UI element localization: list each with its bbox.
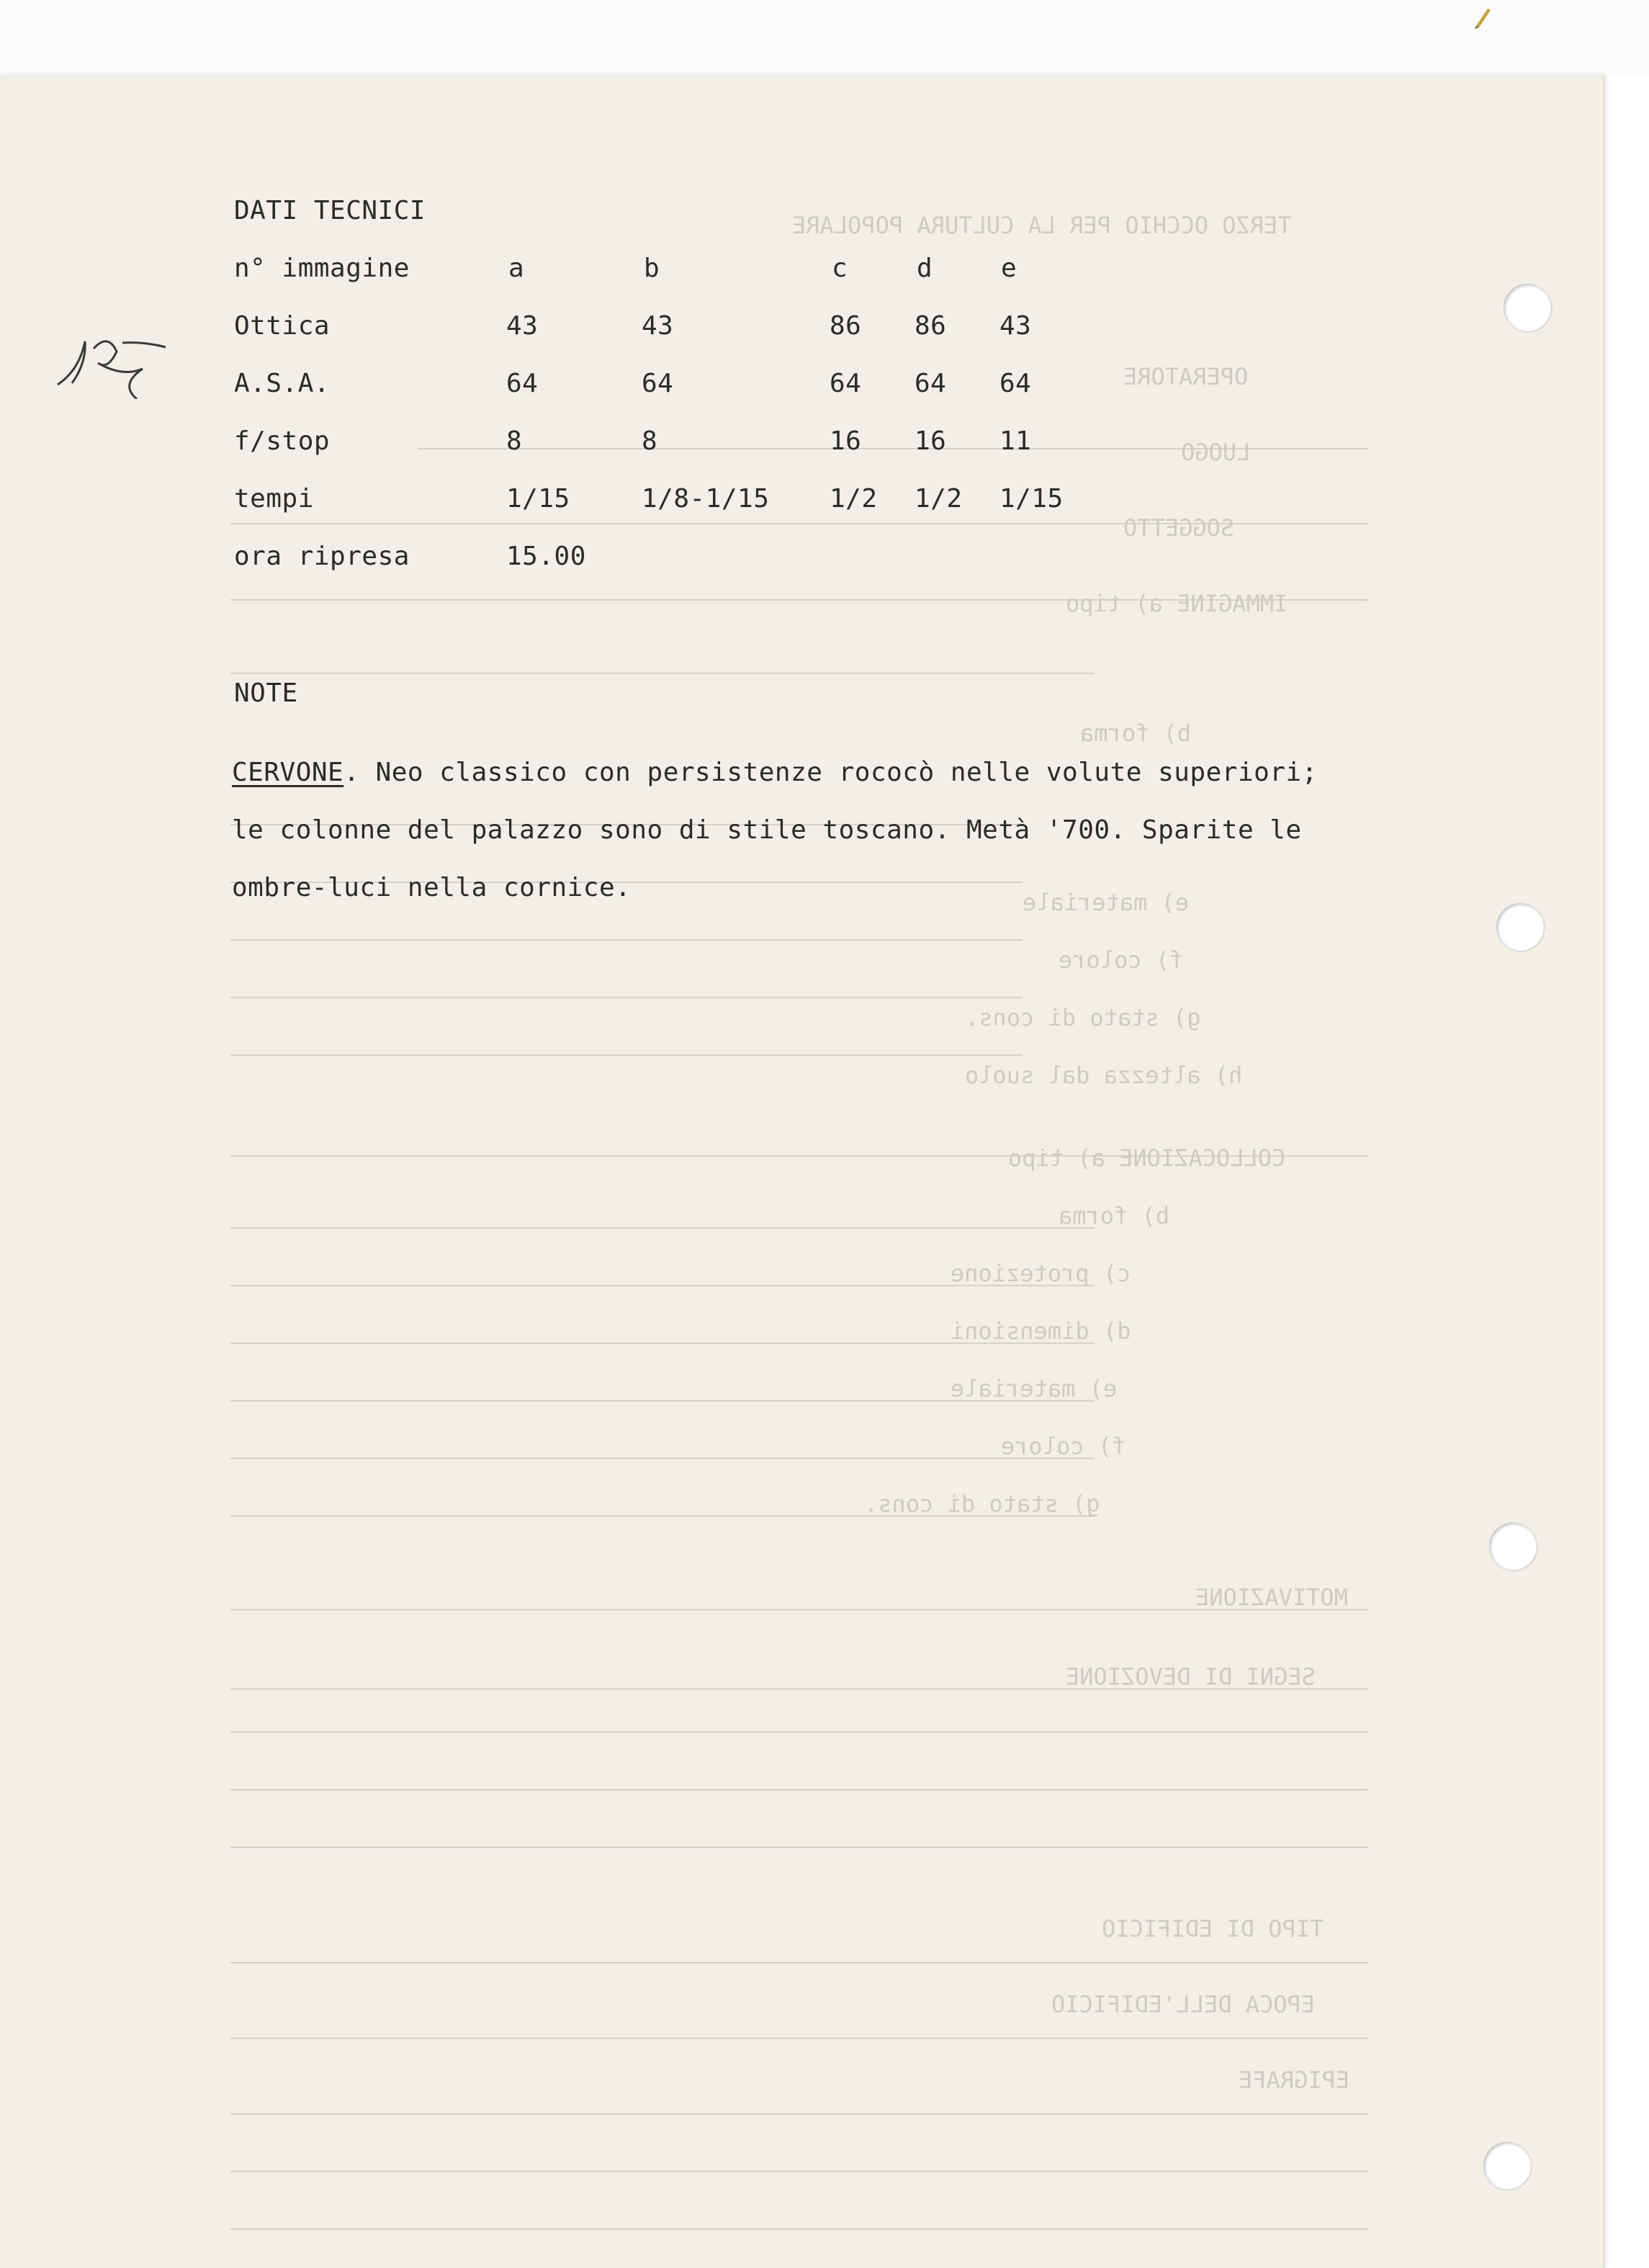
- cell: 43: [506, 311, 539, 341]
- column-header-e: e: [1001, 254, 1017, 283]
- cell: 16: [915, 426, 947, 456]
- note-line-1: [232, 758, 1318, 787]
- cell: 1/2: [830, 484, 878, 514]
- cell: 11: [999, 426, 1032, 456]
- column-header-d: d: [917, 254, 933, 283]
- punch-hole-3: [1489, 1523, 1537, 1570]
- scan-background: [0, 0, 1649, 75]
- cell: 64: [506, 369, 539, 398]
- cell: 1/2: [915, 484, 963, 514]
- cell: 1/15: [999, 484, 1064, 514]
- row-label-ottica: Ottica: [234, 311, 331, 341]
- note-line-1-text: . Neo classico con persistenze rococò nelle volute superiori;: [343, 758, 1318, 787]
- note-line-3: ombre-luci nella cornice.: [232, 873, 632, 902]
- cell: 8: [642, 426, 658, 456]
- handwritten-sheet-number: [50, 327, 173, 399]
- cell: 64: [999, 369, 1032, 398]
- cell: 64: [642, 369, 674, 398]
- row-label-ora-ripresa: ora ripresa: [234, 542, 410, 571]
- cell: 86: [830, 311, 862, 341]
- cell: 16: [830, 426, 862, 456]
- row-label-fstop: f/stop: [234, 426, 331, 456]
- cell: 86: [915, 311, 947, 341]
- cell: 1/8-1/15: [642, 484, 770, 514]
- cell: 64: [830, 369, 862, 398]
- row-label-asa: A.S.A.: [234, 369, 331, 398]
- section-heading-notes: NOTE: [234, 678, 298, 708]
- row-label-tempi: tempi: [234, 484, 314, 514]
- cell: 43: [999, 311, 1032, 341]
- cell: 1/15: [506, 484, 570, 514]
- section-heading-technical-data: DATI TECNICI: [234, 196, 426, 225]
- pencil-mark-icon: [1473, 4, 1492, 29]
- column-header-b: b: [644, 254, 660, 283]
- cell: 64: [915, 369, 947, 398]
- cell: 8: [506, 426, 523, 456]
- punch-hole-4: [1483, 2142, 1531, 2189]
- document-page: TERZO OCCHIO PER LA CULTURA POPOLARE OPERATORE LUOGO SOGGETTO IMMAGINE a) tipo b) forma e) materiale f) colore g) stato di cons. h) altezza dal suolo COLLOCAZIONE a) tipo b) forma c) protezione d) dimensioni e) materiale f) colore g) stato di cons. MOTIVAZIONE SEGNI DI DEVOZIONE TIPO DI EDIFICIO EPOCA DELL'EDIFICIO EPIGRAFE DATI TECNICI n° immagine a b c d e Ottica 43 43 86 86 43 A.S.A. 64 64 64 64 64 f/stop 8 8 16 16 11 tempi 1/15 1/8-1/15 1/2 1/2 1/15 ora ripresa 15.00 NOTE CERVONE. Neo classico con persistenze rococò nelle volute superiori; le colonne del palazzo sono di stile toscano. Metà '700. Sparite le ombre-luci nella cornice.: [0, 75, 1604, 2268]
- punch-hole-1: [1504, 284, 1551, 331]
- note-subject: CERVONE: [232, 758, 344, 787]
- column-header-a: a: [508, 254, 525, 283]
- cell: 15.00: [506, 542, 586, 571]
- cell: 43: [642, 311, 674, 341]
- column-header-c: c: [832, 254, 848, 283]
- punch-hole-2: [1496, 903, 1544, 951]
- note-line-2: le colonne del palazzo sono di stile toscano. Metà '700. Sparite le: [232, 815, 1302, 845]
- image-number-label: n° immagine: [234, 254, 410, 283]
